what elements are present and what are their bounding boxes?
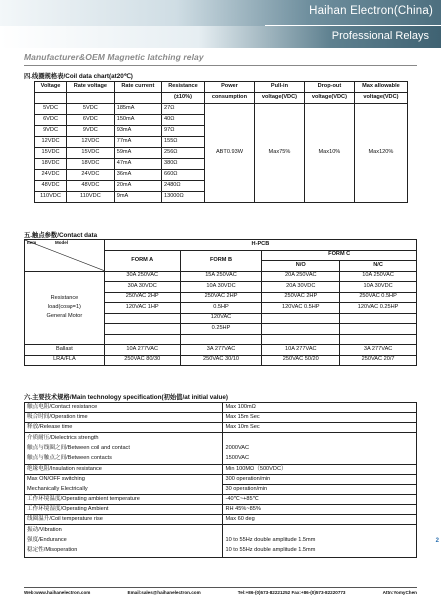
coil-cell: 185mA [114,104,161,115]
spec-label: 触点电阻/Contact resistance [25,403,223,413]
contact-cell [340,313,417,324]
coil-cell: 9VDC [35,126,67,137]
contact-cell [262,334,340,345]
contact-cell: 250VAC 2HP [104,292,180,303]
spec-value: 300 operation/min [222,475,417,485]
coil-cell: 5VDC [67,104,115,115]
contact-cell: 10A 250VAC [340,271,417,282]
spec-label [25,525,223,557]
contact-cell: 250VAC 2HP [180,292,262,303]
corner-model-label: Model [55,240,68,245]
load-label: load(cosφ=1) [47,304,81,311]
contact-cell: 20A 30VDC [262,282,340,293]
coil-header-row-2 [35,93,408,104]
coil-header-cell: voltage(VDC) [254,93,304,104]
spec-table [24,402,417,558]
coil-cell: 77mA [114,137,161,148]
contact-cell: 120VAC 0.5HP [262,303,340,314]
coil-cell: 93mA [114,126,161,137]
coil-header-cell: Max allowable [354,82,407,93]
coil-cell: 24VDC [35,170,67,181]
spec-label: 绝缘电阻/Insulation resistance [25,465,223,475]
coil-cell: 20mA [114,181,161,192]
footer-attn: Attn:YomyChen [382,590,417,595]
spec-value: 30 operation/min [222,485,417,495]
footer-rule [24,587,417,588]
contact-cell: 3A 277VAC [340,345,417,356]
coil-header-cell: Rate current [114,82,161,93]
contact-cell: 250VAC 50/20 [262,355,340,366]
contact-cell: 30A 30VDC [104,282,180,293]
spec-label: Max ON/OFF switching [25,475,223,485]
contact-cell: 0.5HP [180,303,262,314]
spec-row [25,423,417,433]
page-header [0,0,441,52]
ballast-row [25,345,417,356]
spec-row [25,485,417,495]
spec-label: 工作环境温度/Operating ambient temperature [25,495,223,505]
lra-row [25,355,417,366]
spec-row-vibration [25,525,417,557]
coil-cell: 15VDC [67,148,115,159]
coil-header-cell [67,93,115,104]
coil-cell: 15VDC [35,148,67,159]
contact-cell: 0.25HP [180,324,262,335]
contact-cell: 250VAC 20/7 [340,355,417,366]
footer-email: Email:sales@haihanelectron.com [127,590,201,595]
coil-header-cell [114,93,161,104]
coil-header-cell: voltage(VDC) [354,93,407,104]
vibration-value-2: 10 to 55Hz double amplitude 1.5mm [225,546,316,553]
coil-pullin-cell: Max75% [254,104,304,203]
coil-header-cell: Voltage [35,82,67,93]
coil-cell: 40Ω [161,115,204,126]
spec-label: 线圈温升/Coil temperature rise [25,515,223,525]
coil-header-cell: voltage(VDC) [304,93,354,104]
footer-tel: Tel:+86-(0)573-82221252 Fax:+86-(0)573-82220773 [237,590,346,595]
coil-cell: 9VDC [67,126,115,137]
coil-header-cell: Power [204,82,254,93]
contact-cell: 250VAC 80/30 [104,355,180,366]
coil-maxallow-cell: Max120% [354,104,407,203]
spec-row [25,403,417,413]
contact-cell: 10A 30VDC [340,282,417,293]
spec-row [25,495,417,505]
coil-cell: 24VDC [67,170,115,181]
vibration-label: 振动/Vibration [27,527,62,534]
coil-header-cell: Rate voltage [67,82,115,93]
nc-header: N/C [340,261,417,272]
form-b-header: FORM B [180,250,262,271]
spec-value [222,525,417,557]
company-tagline: Professional Relays [331,30,429,42]
contact-cell: 10A 30VDC [180,282,262,293]
contacts-label: 触点与触点之间/Between contacts [27,454,112,461]
contact-cell: 15A 250VAC [180,271,262,282]
spec-value: Max 100mΩ [222,403,417,413]
endurance-label: 强度/Endurance [27,537,67,544]
coil-row [35,104,408,115]
contact-cell [104,324,180,335]
misoperation-label: 稳定性/Misoperation [27,546,78,553]
coil-cell: 110VDC [67,192,115,203]
coil-cell: 6VDC [35,115,67,126]
contact-section-title: 五.触点参数/Contact data [24,232,98,239]
coil-cell: 380Ω [161,159,204,170]
contact-cell: 250VAC 0.5HP [340,292,417,303]
header-divider [265,25,441,26]
contact-cell: 120VAC 1HP [104,303,180,314]
page-number: 2 [435,538,439,544]
coil-cell: 97Ω [161,126,204,137]
coil-power-cell: ABT0.93W [204,104,254,203]
coil-cell: 36mA [114,170,161,181]
coil-cell: 59mA [114,148,161,159]
contact-cell: 20A 250VAC [262,271,340,282]
contact-cell [104,334,180,345]
ballast-label: Ballast [25,345,105,356]
contact-cell [180,334,262,345]
contact-row [25,271,417,282]
motor-label: General Motor [46,313,83,320]
coil-cell: 150mA [114,115,161,126]
spec-value: -40℃~+85℃ [222,495,417,505]
coil-cell: 48VDC [67,181,115,192]
footer-web: Web:www.haihanelectron.com [24,590,91,595]
coil-header-cell: Resistance [161,82,204,93]
coil-section-title: 四.线圈规格表/Coil data chart(at20℃) [24,73,133,80]
coil-cell: 9mA [114,192,161,203]
spec-label: 释放/Release time [25,423,223,433]
lra-label: LRA/FLA [25,355,105,366]
spec-value: RH 45%~85% [222,505,417,515]
coil-cell: 12VDC [67,137,115,148]
contact-cell: 10A 277VAC [262,345,340,356]
coil-cell: 12VDC [35,137,67,148]
contact-cell [104,313,180,324]
no-header: N/O [262,261,340,272]
form-c-header: FORM C [262,250,417,261]
coil-header-row [35,82,408,93]
contact-cell [262,313,340,324]
contact-cell: 120VAC 0.25HP [340,303,417,314]
coil-header-cell [35,93,67,104]
page-footer [24,590,417,595]
coil-cell: 47mA [114,159,161,170]
coil-cell: 48VDC [35,181,67,192]
coil-cell: 155Ω [161,137,204,148]
corner-item-label: Item [27,240,37,245]
contact-hpcb-header: H-PCB [104,240,416,251]
spec-label [25,433,223,465]
dielectric-value-2: 1500VAC [225,454,250,461]
vibration-value-1: 10 to 55Hz double amplitude 1.5mm [225,537,316,544]
coil-cell: 660Ω [161,170,204,181]
coil-cell: 5VDC [35,104,67,115]
contact-cell [340,334,417,345]
spec-value: Min 100MΩ（500VDC） [222,465,417,475]
resistance-label: Resistance [50,295,79,302]
spec-row-dielectric [25,433,417,465]
coil-cell: 18VDC [67,159,115,170]
coil-header-cell: consumption [204,93,254,104]
contact-corner-cell [25,240,105,272]
contact-cell: 3A 277VAC [180,345,262,356]
coil-data-table [34,81,408,203]
coil-header-cell: Pull-in [254,82,304,93]
spec-row [25,413,417,423]
subtitle-rule [24,65,417,66]
contact-cell: 250VAC 2HP [262,292,340,303]
company-name: Haihan Electron(China) [309,5,433,17]
coil-cell: 2480Ω [161,181,204,192]
contact-cell [262,324,340,335]
spec-value [222,433,417,465]
coil-contact-label: 触点与线圈之间/Between coil and contact [27,444,130,451]
spec-label: 吸合时间/Operation time [25,413,223,423]
spec-label: Mechanically Electrically [25,485,223,495]
contact-header-row [25,240,417,251]
contact-cell: 120VAC [180,313,262,324]
coil-cell: 13000Ω [161,192,204,203]
contact-cell: 10A 277VAC [104,345,180,356]
contact-cell: 250VAC 30/10 [180,355,262,366]
coil-cell: 27Ω [161,104,204,115]
coil-dropout-cell: Max10% [304,104,354,203]
contact-cell: 30A 250VAC [104,271,180,282]
coil-cell: 256Ω [161,148,204,159]
form-a-header: FORM A [104,250,180,271]
coil-header-cell: (±10%) [161,93,204,104]
contact-cell [340,324,417,335]
spec-row [25,465,417,475]
spec-row [25,515,417,525]
page-subtitle: Manufacturer&OEM Magnetic latching relay [24,52,204,62]
spec-label: 工作环境湿度/Operating Ambient [25,505,223,515]
spec-section-title: 六.主要技术规格/Main technology specification(初始值/at initial value) [24,394,228,401]
coil-cell: 18VDC [35,159,67,170]
spec-value: Max 15m Sec [222,413,417,423]
spec-value: Max 10m Sec [222,423,417,433]
spec-value: Max 60 deg [222,515,417,525]
spec-row [25,475,417,485]
coil-cell: 110VDC [35,192,67,203]
dielectric-label: 介质耐压/Dielectrics strength [27,435,99,441]
coil-cell: 6VDC [67,115,115,126]
contact-data-table [24,239,417,366]
dielectric-value-1: 2000VAC [225,444,250,451]
spec-row [25,505,417,515]
coil-header-cell: Drop-out [304,82,354,93]
contact-row-label [25,271,105,345]
